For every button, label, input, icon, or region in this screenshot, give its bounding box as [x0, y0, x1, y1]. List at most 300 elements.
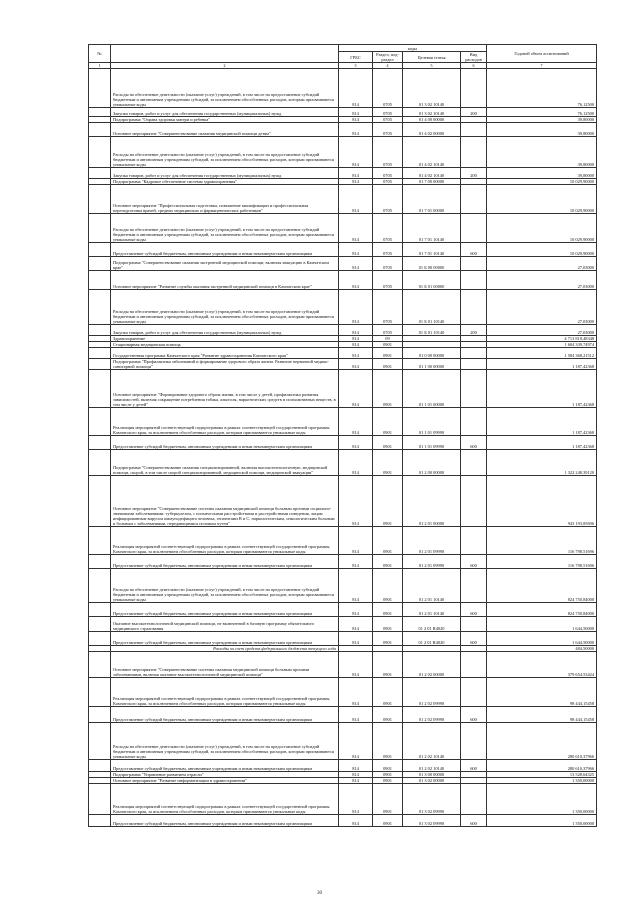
expense-type: [461, 185, 487, 214]
section-code: 0901: [373, 359, 403, 370]
amount: 116 798,51696: [487, 555, 597, 569]
table-row: [89, 271, 597, 290]
grbs-code: 814: [339, 179, 373, 185]
item-name: Расходы на обеспечение деятельности (оказание услуг) учреждений, в том числе на предоставление субсидий бюджетным и автономным учреждениям субсидий, за исключением обособленных расходов, которым присваиваются уникальные коды: [111, 137, 339, 168]
item-name: Основное мероприятие "Развитие информатизации в здравоохранении": [111, 778, 339, 784]
expense-type: [461, 359, 487, 370]
table-row: [89, 325, 597, 336]
amount: 39,80000: [487, 123, 597, 137]
grbs-code: 814: [339, 778, 373, 784]
item-name: Подпрограмма "Охрана здоровья матери и ребенка": [111, 117, 339, 123]
item-name: Предоставление субсидий бюджетным, автономным учреждениям и иным некоммерческим организациям: [111, 243, 339, 257]
expense-type: [461, 408, 487, 436]
grbs-code: 814: [339, 652, 373, 678]
num-cell: [89, 476, 111, 527]
section-code: 0901: [373, 760, 403, 772]
amount: 10 029,90000: [487, 179, 597, 185]
num-cell: [89, 137, 111, 168]
table-row: [89, 815, 597, 827]
num-cell: [89, 325, 111, 336]
num-cell: [89, 214, 111, 243]
item-name: Реализация мероприятий соответствующей подпрограммы в рамках соответствующей государственной программы Камчатского края, за исключением обособленных расходов, которым присваиваются уникальные коды: [111, 678, 339, 707]
expense-type: [461, 450, 487, 476]
item-name: Предоставление субсидий бюджетным, автономным учреждениям и иным некоммерческим организациям: [111, 760, 339, 772]
item-name: Закупка товаров, работ и услуг для обеспечения государственных (муниципальных) нужд: [111, 108, 339, 117]
section-code: 0705: [373, 137, 403, 168]
amount: 27,03000: [487, 290, 597, 325]
num-cell: [89, 123, 111, 137]
target-article: 01 2 00 00000: [403, 450, 461, 476]
section-code: 0901: [373, 476, 403, 527]
num-cell: [89, 632, 111, 646]
table-row: [89, 723, 597, 760]
target-article: 01 2 02 10140: [403, 723, 461, 760]
table-row: [89, 436, 597, 450]
expense-type: 600: [461, 603, 487, 617]
table-row: [89, 108, 597, 117]
grbs-code: 814: [339, 290, 373, 325]
table-row: [89, 760, 597, 772]
amount: 1 604 339,74974: [487, 342, 597, 348]
amount: 280 610,37966: [487, 760, 597, 772]
target-article: 01 7 00 00000: [403, 179, 461, 185]
amount: 10 029,90000: [487, 214, 597, 243]
section-code: 0901: [373, 370, 403, 408]
header-num: №: [89, 45, 111, 63]
header-name-blank: [111, 45, 339, 63]
budget-table: [88, 44, 597, 827]
target-article: 01 7 01 10140: [403, 214, 461, 243]
item-name: Предоставление субсидий бюджетным, автономным учреждениям и иным некоммерческим организациям: [111, 555, 339, 569]
target-article: 01 0 00 00000: [403, 348, 461, 359]
num-cell: [89, 436, 111, 450]
num-cell: [89, 652, 111, 678]
amount: 1 350,00000: [487, 784, 597, 815]
amount: 379 654,53424: [487, 652, 597, 678]
expense-type: 600: [461, 243, 487, 257]
target-article: 01 2 01 10140: [403, 603, 461, 617]
expense-type: [461, 69, 487, 108]
expense-type: 600: [461, 555, 487, 569]
item-name: Предоставление субсидий бюджетным, автономным учреждениям и иным некоммерческим организациям: [111, 707, 339, 723]
target-article: 01 2 01 R4020: [403, 617, 461, 632]
expense-type: [461, 678, 487, 707]
item-name: Реализация мероприятий соответствующей подпрограммы в рамках соответствующей государственной программы Камчатского края, за исключением обособленных расходов, которым присваиваются уникальные коды: [111, 408, 339, 436]
expense-type: 600: [461, 436, 487, 450]
num-cell: [89, 257, 111, 271]
item-name: Закупка товаров, работ и услуг для обеспечения государственных (муниципальных) нужд: [111, 168, 339, 179]
amount: 39,80000: [487, 137, 597, 168]
grbs-code: 814: [339, 108, 373, 117]
amount: 484,50000: [487, 646, 597, 652]
amount: 1 350,00000: [487, 815, 597, 827]
section-code: 09: [373, 336, 403, 342]
item-name: Основное мероприятие "Совершенствование оказания медицинской помощи детям": [111, 123, 339, 137]
expense-type: [461, 257, 487, 271]
num-cell: [89, 290, 111, 325]
num-cell: [89, 527, 111, 555]
section-code: 0901: [373, 784, 403, 815]
table-row: [89, 707, 597, 723]
table-row: [89, 214, 597, 243]
target-article: 01 4 00 00000: [403, 117, 461, 123]
target-article: 01 2 02 10140: [403, 760, 461, 772]
grbs-code: 814: [339, 707, 373, 723]
item-name: Расходы на обеспечение деятельности (оказание услуг) учреждений, в том числе на предоставление субсидий бюджетным и автономным учреждениям субсидий, за исключением обособленных расходов, которым присваиваются уникальные коды: [111, 290, 339, 325]
table-row: [89, 408, 597, 436]
table-row: [89, 185, 597, 214]
target-article: 01 2 02 09990: [403, 678, 461, 707]
item-name: Подпрограмма "Совершенствование оказания специализированной, включая высокотехнологичную, медицинской помощи, скорой, в том числе скорой специализированной, медицинской помощи, медицинской эвакуации": [111, 450, 339, 476]
target-article: 01 1 01 00000: [403, 370, 461, 408]
item-name: Реализация мероприятий соответствующей подпрограммы в рамках соответствующей государственной программы Камчатского края, за исключением обособленных расходов, которым присваиваются уникальные коды: [111, 784, 339, 815]
num-cell: [89, 723, 111, 760]
grbs-code: 814: [339, 617, 373, 632]
section-code: 0705: [373, 257, 403, 271]
table-body: [89, 69, 597, 827]
table-row: [89, 123, 597, 137]
expense-type: 600: [461, 815, 487, 827]
item-name: Здравоохранение: [111, 336, 339, 342]
expense-type: [461, 569, 487, 603]
amount: 10 029,90000: [487, 185, 597, 214]
item-name: Основное мероприятие "Формирование здорового образа жизни, в том числе у детей, профилактика развития зависимостей, включая сокращение потребления табака, алкоголя, наркотических средств и психоактивных веществ, в том числе у детей": [111, 370, 339, 408]
grbs-code: 814: [339, 325, 373, 336]
target-article: 01 Б 01 00000: [403, 271, 461, 290]
section-code: 0901: [373, 342, 403, 348]
amount: 76,12500: [487, 69, 597, 108]
grbs-code: 814: [339, 723, 373, 760]
expense-type: [461, 370, 487, 408]
amount: 1 322 248,39120: [487, 450, 597, 476]
section-code: 0901: [373, 678, 403, 707]
colnum-6: 6: [461, 63, 487, 69]
num-cell: [89, 348, 111, 359]
target-article: 01 4 02 10140: [403, 168, 461, 179]
item-name: Основное мероприятие "Развитие службы оказания экстренной медицинской помощи в Камчатском крае": [111, 271, 339, 290]
grbs-code: 814: [339, 214, 373, 243]
budget-table-page: [88, 44, 596, 827]
num-cell: [89, 815, 111, 827]
table-row: [89, 359, 597, 370]
grbs-code: 814: [339, 555, 373, 569]
grbs-code: 814: [339, 760, 373, 772]
item-name: Стационарная медицинская помощь: [111, 342, 339, 348]
grbs-code: 814: [339, 569, 373, 603]
target-article: 01 7 01 00000: [403, 185, 461, 214]
target-article: 01 4 02 00000: [403, 123, 461, 137]
expense-type: 200: [461, 325, 487, 336]
table-row: [89, 555, 597, 569]
table-row: [89, 617, 597, 632]
item-name: Подпрограмма "Управление развитием отрасли": [111, 772, 339, 778]
amount: 1 350,00000: [487, 778, 597, 784]
section-code: 0705: [373, 214, 403, 243]
table-row: [89, 527, 597, 555]
table-row: [89, 652, 597, 678]
item-name: Расходы на обеспечение деятельности (оказание услуг) учреждений, в том числе на предоставление субсидий бюджетным и автономным учреждениям субсидий, за исключением обособленных расходов, которым присваиваются уникальные коды: [111, 69, 339, 108]
item-name: Предоставление субсидий бюджетным, автономным учреждениям и иным некоммерческим организациям: [111, 815, 339, 827]
expense-type: [461, 476, 487, 527]
target-article: 01 Б 01 10140: [403, 290, 461, 325]
expense-type: [461, 784, 487, 815]
table-row: [89, 603, 597, 617]
amount: 1 584 368,21512: [487, 348, 597, 359]
expense-type: [461, 527, 487, 555]
num-cell: [89, 784, 111, 815]
target-article: 01 1 00 00000: [403, 359, 461, 370]
table-row: [89, 476, 597, 527]
grbs-code: 814: [339, 436, 373, 450]
target-article: 01 2 02 00000: [403, 652, 461, 678]
num-cell: [89, 243, 111, 257]
target-article: 01 7 01 10140: [403, 243, 461, 257]
grbs-code: 814: [339, 527, 373, 555]
header-codes: коды: [339, 45, 487, 52]
expense-type: [461, 723, 487, 760]
num-cell: [89, 185, 111, 214]
expense-type: 600: [461, 707, 487, 723]
amount: 1 644,50000: [487, 617, 597, 632]
header-vid: Вид расходов: [461, 52, 487, 63]
colnum-4: 4: [373, 63, 403, 69]
grbs-code: 814: [339, 271, 373, 290]
item-name: Расходы на обеспечение деятельности (оказание услуг) учреждений, в том числе на предоставление субсидий бюджетным и автономным учреждениям субсидий, за исключением обособленных расходов, которым присваиваются уникальные коды: [111, 723, 339, 760]
amount: 280 610,37966: [487, 723, 597, 760]
table-row: [89, 632, 597, 646]
grbs-code: 814: [339, 336, 373, 342]
table-row: [89, 784, 597, 815]
item-name: Подпрограмма "Кадровое обеспечение системы здравоохранения": [111, 179, 339, 185]
colnum-2: 2: [111, 63, 339, 69]
target-article: 01 4 02 10140: [403, 137, 461, 168]
num-cell: [89, 450, 111, 476]
item-name: Предоставление субсидий бюджетным, автономным учреждениям и иным некоммерческим организациям: [111, 632, 339, 646]
num-cell: [89, 678, 111, 707]
expense-type: 200: [461, 168, 487, 179]
table-row: [89, 348, 597, 359]
section-code: 0901: [373, 348, 403, 359]
section-code: 0705: [373, 185, 403, 214]
header-target: Целевая статья: [403, 52, 461, 63]
item-name: Закупка товаров, работ и услуг для обеспечения государственных (муниципальных) нужд: [111, 325, 339, 336]
grbs-code: 814: [339, 632, 373, 646]
grbs-code: 814: [339, 772, 373, 778]
item-name: Основное мероприятие "Совершенствование системы оказания медицинской помощи больным прочими социально-значимыми заболеваниями: туберкулезом, с психическими расстройствами и расстройствами поведения, лицам инфицированным вирусом иммунодефицита человека, гепатитами В и С, наркологическим, онкологическим больным и больным с заболеваниями, передающимися половым путем": [111, 476, 339, 527]
colnum-7: 7: [487, 63, 597, 69]
amount: 4 713 818,48348: [487, 336, 597, 342]
item-name: Государственная программа Камчатского края "Развитие здравоохранения Камчатского края": [111, 348, 339, 359]
table-row: [89, 137, 597, 168]
header-section: Раздел, под-раздел: [373, 52, 403, 63]
expense-type: [461, 271, 487, 290]
section-code: 0901: [373, 815, 403, 827]
item-name: Основное мероприятие "Совершенствование системы оказания медицинской помощи больным прочими заболеваниями, включая оказание высокотехнологичной медицинской помощи": [111, 652, 339, 678]
target-article: 01 2 01 00000: [403, 476, 461, 527]
amount: 1 187,42368: [487, 370, 597, 408]
target-article: 01 2 01 09990: [403, 527, 461, 555]
section-code: 0705: [373, 123, 403, 137]
amount: 98 444,15458: [487, 707, 597, 723]
item-name: Оказание высокотехнологичной медицинской помощи, не включенной в базовую программу обязательного медицинского страхования: [111, 617, 339, 632]
item-name: Расходы на обеспечение деятельности (оказание услуг) учреждений, в том числе на предоставление субсидий бюджетным и автономным учреждениям субсидий, за исключением обособленных расходов, которым присваиваются уникальные коды: [111, 569, 339, 603]
grbs-code: 814: [339, 185, 373, 214]
num-cell: [89, 168, 111, 179]
table-row: [89, 257, 597, 271]
num-cell: [89, 617, 111, 632]
target-article: 01 3 02 09990: [403, 815, 461, 827]
grbs-code: 814: [339, 348, 373, 359]
header-grbs: ГРБС: [339, 52, 373, 63]
target-article: 01 3 02 10140: [403, 69, 461, 108]
section-code: 0901: [373, 555, 403, 569]
amount: 13 528,64325: [487, 772, 597, 778]
grbs-code: 814: [339, 137, 373, 168]
amount: 824 750,84000: [487, 603, 597, 617]
item-name: Расходы за счет средств федерального бюджета текущего года: [111, 646, 339, 652]
expense-type: [461, 617, 487, 632]
grbs-code: 814: [339, 370, 373, 408]
grbs-code: 814: [339, 450, 373, 476]
amount: 1 187,42368: [487, 408, 597, 436]
table-row: [89, 678, 597, 707]
amount: 27,03000: [487, 271, 597, 290]
grbs-code: 814: [339, 243, 373, 257]
item-name: Расходы на обеспечение деятельности (оказание услуг) учреждений, в том числе на предоставление субсидий бюджетным и автономным учреждениям субсидий, за исключением обособленных расходов, которым присваиваются уникальные коды: [111, 214, 339, 243]
grbs-code: 814: [339, 257, 373, 271]
amount: 1 187,42368: [487, 359, 597, 370]
expense-type: 600: [461, 760, 487, 772]
item-name: Подпрограмма "Совершенствование оказания экстренной медицинской помощи, включая эвакуацию в Камчатском крае": [111, 257, 339, 271]
item-name: Реализация мероприятий соответствующей подпрограммы в рамках соответствующей государственной программы Камчатского края, за исключением обособленных расходов, которым присваиваются уникальные коды: [111, 527, 339, 555]
colnum-3: 3: [339, 63, 373, 69]
colnum-1: 1: [89, 63, 111, 69]
table-row: [89, 168, 597, 179]
amount: 824 750,84000: [487, 569, 597, 603]
target-article: 01 Б 00 00000: [403, 257, 461, 271]
table-row: [89, 370, 597, 408]
target-article: 01 3 00 00000: [403, 772, 461, 778]
item-name: Основное мероприятие "Профессиональная подготовка, повышение квалификации и профессиональная переподготовка врачей, средних медицинских и фармацевтических работников": [111, 185, 339, 214]
section-code: 0901: [373, 603, 403, 617]
target-article: 01 3 02 00000: [403, 778, 461, 784]
grbs-code: 814: [339, 123, 373, 137]
section-code: 0705: [373, 290, 403, 325]
section-code: 0705: [373, 168, 403, 179]
table-row: [89, 450, 597, 476]
section-code: 0705: [373, 179, 403, 185]
expense-type: [461, 348, 487, 359]
section-code: 0901: [373, 527, 403, 555]
section-code: 0901: [373, 707, 403, 723]
grbs-code: 814: [339, 815, 373, 827]
amount: 10 029,90000: [487, 243, 597, 257]
grbs-code: 814: [339, 476, 373, 527]
grbs-code: 814: [339, 117, 373, 123]
target-article: 01 2 02 09990: [403, 707, 461, 723]
num-cell: [89, 108, 111, 117]
section-code: 0901: [373, 778, 403, 784]
table-row: [89, 290, 597, 325]
amount: 27,03000: [487, 325, 597, 336]
section-code: 0705: [373, 69, 403, 108]
section-code: 0901: [373, 632, 403, 646]
table-row: [89, 69, 597, 108]
colnum-5: 5: [403, 63, 461, 69]
section-code: 0705: [373, 325, 403, 336]
num-cell: [89, 569, 111, 603]
section-code: 0901: [373, 723, 403, 760]
grbs-code: 814: [339, 784, 373, 815]
target-article: 01 1 01 09990: [403, 408, 461, 436]
expense-type: [461, 290, 487, 325]
section-code: 0705: [373, 271, 403, 290]
target-article: 01 3 02 10140: [403, 108, 461, 117]
amount: 98 444,15458: [487, 678, 597, 707]
amount: 1 644,50000: [487, 632, 597, 646]
grbs-code: 814: [339, 359, 373, 370]
grbs-code: 814: [339, 408, 373, 436]
section-code: 0901: [373, 617, 403, 632]
amount: 27,03000: [487, 257, 597, 271]
num-cell: [89, 555, 111, 569]
amount: 39,80000: [487, 168, 597, 179]
table-row: [89, 569, 597, 603]
target-article: 01 2 01 R4020: [403, 632, 461, 646]
section-code: 0705: [373, 117, 403, 123]
amount: 943 193,85696: [487, 476, 597, 527]
grbs-code: 814: [339, 69, 373, 108]
num-cell: [89, 603, 111, 617]
grbs-code: 814: [339, 168, 373, 179]
section-code: 0901: [373, 652, 403, 678]
header-row-1: [89, 45, 597, 52]
num-cell: [89, 408, 111, 436]
section-code: 0901: [373, 450, 403, 476]
target-article: 01 3 02 09990: [403, 784, 461, 815]
amount: 116 798,51696: [487, 527, 597, 555]
target-article: 01 2 01 09990: [403, 555, 461, 569]
expense-type: [461, 652, 487, 678]
section-code: 0901: [373, 408, 403, 436]
num-cell: [89, 69, 111, 108]
target-article: 01 Б 01 10140: [403, 325, 461, 336]
expense-type: 200: [461, 108, 487, 117]
amount: 39,80000: [487, 117, 597, 123]
table-row: [89, 243, 597, 257]
page-number: 30: [317, 891, 322, 896]
section-code: 0901: [373, 569, 403, 603]
section-code: 0705: [373, 243, 403, 257]
num-cell: [89, 370, 111, 408]
section-code: 0901: [373, 436, 403, 450]
grbs-code: 814: [339, 603, 373, 617]
section-code: 0705: [373, 108, 403, 117]
num-cell: [89, 707, 111, 723]
expense-type: [461, 137, 487, 168]
item-name: Предоставление субсидий бюджетным, автономным учреждениям и иным некоммерческим организациям: [111, 603, 339, 617]
target-article: 01 2 01 10140: [403, 569, 461, 603]
expense-type: 600: [461, 632, 487, 646]
grbs-code: 814: [339, 342, 373, 348]
expense-type: [461, 214, 487, 243]
num-cell: [89, 359, 111, 370]
header-amount: Годовой объем ассигнований: [487, 45, 597, 63]
item-name: Подпрограмма "Профилактика заболеваний и формирование здорового образа жизни. Развитие первичной медико-санитарной помощи": [111, 359, 339, 370]
item-name: Предоставление субсидий бюджетным, автономным учреждениям и иным некоммерческим организациям: [111, 436, 339, 450]
amount: 76,12500: [487, 108, 597, 117]
amount: 1 187,42368: [487, 436, 597, 450]
